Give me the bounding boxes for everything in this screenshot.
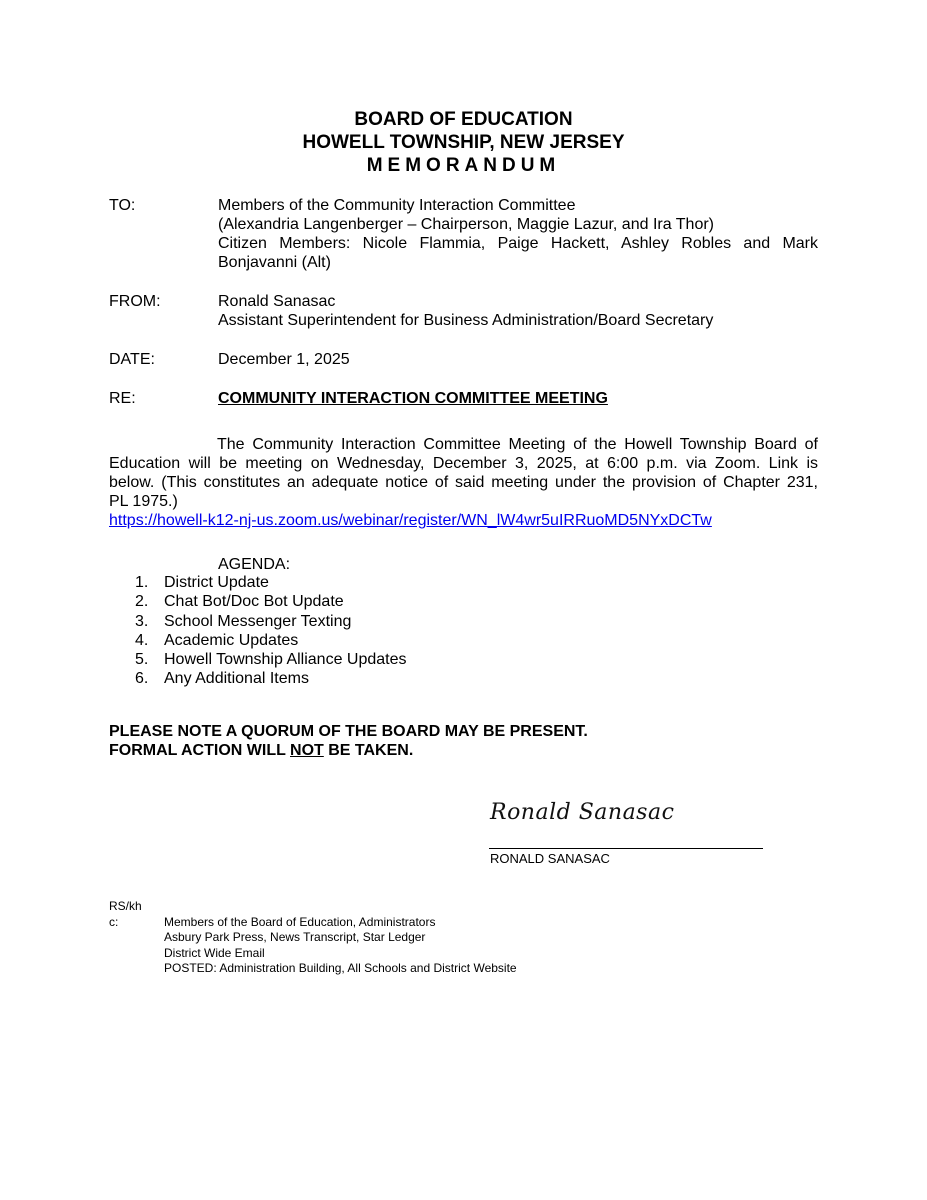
- cc-label: c:: [109, 914, 119, 929]
- from-content: [218, 292, 838, 330]
- quorum-notice: [109, 722, 588, 760]
- agenda-item: [135, 650, 407, 669]
- date-label: DATE:: [109, 351, 155, 368]
- handwritten-signature: Ronald Sanasac: [490, 800, 675, 825]
- signature-printed-name: RONALD SANASAC: [490, 851, 610, 866]
- agenda-item: [135, 631, 407, 650]
- initials: RS/kh: [109, 899, 142, 913]
- signature-line: [489, 848, 763, 849]
- agenda-item-number: 6.: [135, 670, 149, 688]
- cc-line: Members of the Board of Education, Administrators: [164, 914, 436, 929]
- date-value: December 1, 2025: [218, 351, 350, 368]
- agenda-heading: AGENDA:: [218, 556, 291, 573]
- memo-header: [0, 108, 927, 177]
- agenda-item-text: District Update: [164, 574, 269, 591]
- re-subject: COMMUNITY INTERACTION COMMITTEE MEETING: [218, 390, 608, 407]
- agenda-list: [135, 573, 407, 689]
- body-line-2: Education will be meeting on Wednesday, December 3, 2025, at 6:00 p.m. via Zoom. Link is: [109, 455, 818, 472]
- agenda-item: [135, 573, 407, 592]
- notice-line-1: PLEASE NOTE A QUORUM OF THE BOARD MAY BE PRESENT.: [109, 723, 588, 740]
- agenda-item: [135, 592, 407, 611]
- notice-line-2-start: FORMAL ACTION WILL: [109, 742, 291, 759]
- notice-line-2-end: BE TAKEN.: [323, 742, 414, 759]
- to-line-1: Members of the Community Interaction Committee: [218, 197, 576, 214]
- body-line-4: PL 1975.): [109, 493, 178, 510]
- body-paragraph: [109, 435, 818, 530]
- agenda-item: [135, 612, 407, 631]
- cc-section: [109, 915, 517, 977]
- re-content: [218, 389, 818, 408]
- from-label: FROM:: [109, 293, 161, 310]
- header-line-3: MEMORANDUM: [366, 155, 561, 176]
- body-line-1: The Community Interaction Committee Meeting of the Howell Township Board of: [217, 436, 818, 453]
- agenda-item-text: School Messenger Texting: [164, 612, 352, 630]
- agenda-item-number: 4.: [135, 631, 149, 649]
- memo-footer: [109, 899, 517, 977]
- to-line-4: Bonjavanni (Alt): [218, 254, 331, 271]
- agenda-item: [135, 669, 407, 688]
- re-label: RE:: [109, 390, 136, 407]
- agenda-item-text: Any Additional Items: [164, 670, 309, 688]
- cc-list: [164, 915, 517, 977]
- notice-line-2: [109, 741, 588, 760]
- agenda-item-number: 1.: [135, 574, 149, 591]
- from-name: Ronald Sanasac: [218, 293, 336, 310]
- cc-line: POSTED: Administration Building, All Schools and District Website: [164, 961, 517, 975]
- agenda-item-text: Howell Township Alliance Updates: [164, 651, 407, 669]
- cc-line: District Wide Email: [164, 945, 265, 960]
- agenda-item-text: Chat Bot/Doc Bot Update: [164, 593, 344, 611]
- zoom-registration-link[interactable]: https://howell-k12-nj-us.zoom.us/webinar/register/WN_lW4wr5uIRRuoMD5NYxDCTw: [109, 512, 712, 529]
- header-line-1: BOARD OF EDUCATION: [354, 109, 573, 130]
- body-line-3: below. (This constitutes an adequate notice of said meeting under the provision of Chapter 231,: [109, 474, 818, 491]
- to-line-3: Citizen Members: Nicole Flammia, Paige Hackett, Ashley Robles and Mark: [218, 235, 818, 252]
- agenda-item-number: 5.: [135, 651, 149, 669]
- agenda-item-number: 3.: [135, 612, 149, 630]
- agenda-item-number: 2.: [135, 593, 149, 611]
- to-label: TO:: [109, 197, 136, 214]
- cc-line: Asbury Park Press, News Transcript, Star Ledger: [164, 930, 426, 944]
- agenda-item-text: Academic Updates: [164, 631, 299, 649]
- header-line-2: HOWELL TOWNSHIP, NEW JERSEY: [302, 132, 625, 153]
- from-title: Assistant Superintendent for Business Administration/Board Secretary: [218, 312, 714, 329]
- to-content: [218, 196, 818, 272]
- to-line-2: (Alexandria Langenberger – Chairperson, Maggie Lazur, and Ira Thor): [218, 216, 714, 233]
- notice-not-emphasis: NOT: [290, 742, 324, 759]
